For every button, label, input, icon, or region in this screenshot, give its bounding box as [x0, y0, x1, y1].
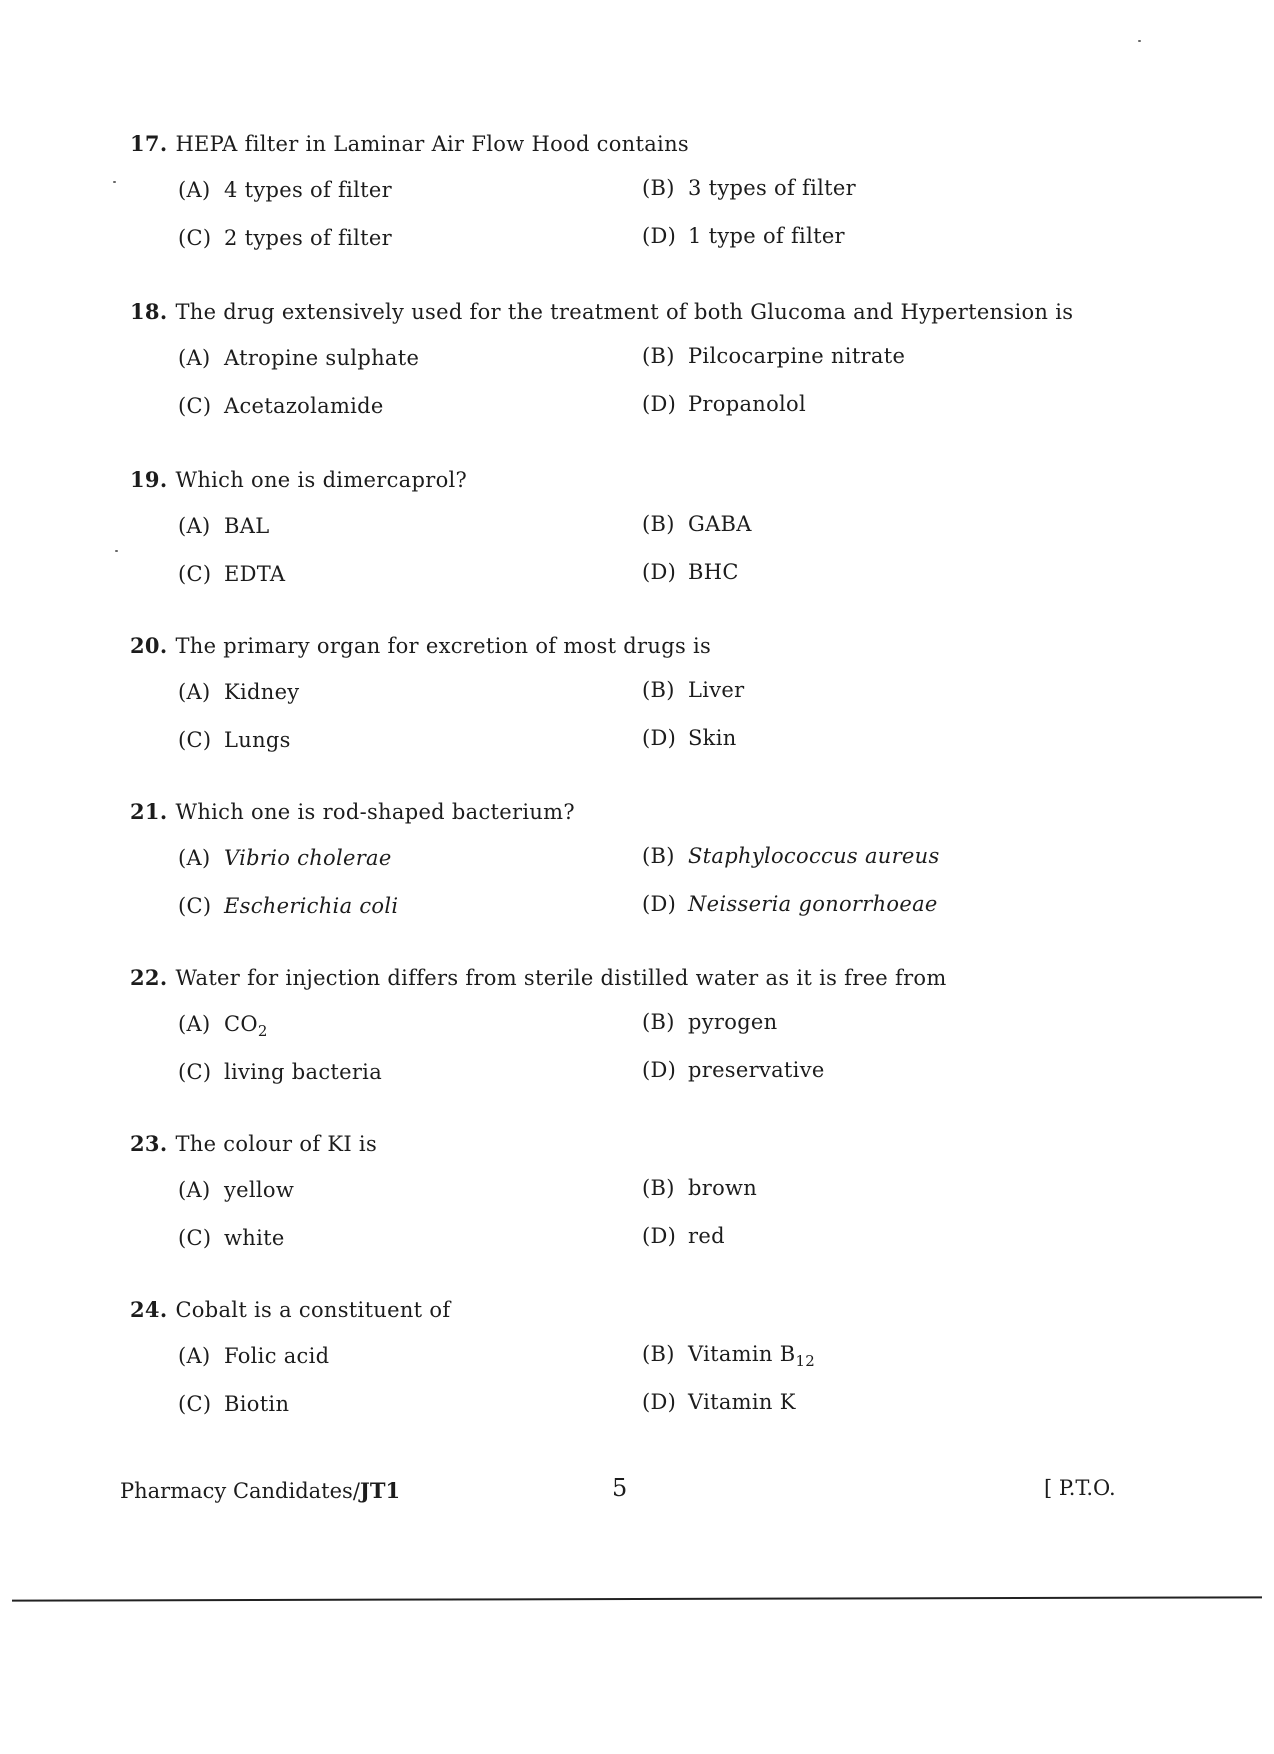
- option-label: (B): [642, 344, 675, 368]
- question-stem: [130, 1130, 1130, 1158]
- option-c: [178, 1058, 382, 1086]
- option-text: preservative: [688, 1058, 825, 1082]
- option-label: (A): [178, 1344, 211, 1368]
- option-d: [642, 890, 938, 918]
- option-label: (D): [642, 1390, 677, 1414]
- question-number: 24.: [130, 1297, 168, 1322]
- option-text: Atropine sulphate: [224, 346, 420, 370]
- question-stem: [130, 298, 1130, 326]
- subscript: 12: [795, 1352, 816, 1371]
- option-label: (C): [178, 226, 212, 250]
- option-text: yellow: [224, 1178, 295, 1202]
- option-label: (D): [642, 726, 677, 750]
- option-b: [642, 510, 752, 538]
- option-text: Escherichia coli: [224, 894, 399, 918]
- option-d: [642, 1056, 825, 1084]
- option-b: [642, 1340, 815, 1375]
- question-number: 22.: [130, 965, 168, 990]
- option-text: Propanolol: [688, 392, 807, 416]
- option-label: (A): [178, 680, 211, 704]
- option-grid: [130, 678, 1130, 774]
- option-label: (D): [642, 392, 677, 416]
- footer-code: JT1: [359, 1478, 401, 1503]
- option-label: (C): [178, 728, 212, 752]
- option-grid: [130, 1342, 1130, 1438]
- option-label: (A): [178, 178, 211, 202]
- option-label: (B): [642, 1176, 675, 1200]
- question-20: [130, 632, 1130, 774]
- question-21: [130, 798, 1130, 940]
- option-text: Folic acid: [224, 1344, 330, 1368]
- option-text: brown: [688, 1176, 758, 1200]
- option-label: (A): [178, 1178, 211, 1202]
- question-number: 19.: [130, 467, 168, 492]
- question-number: 20.: [130, 633, 168, 658]
- question-stem: [130, 632, 1130, 660]
- option-d: [642, 390, 806, 418]
- option-label: (C): [178, 894, 212, 918]
- option-c: [178, 1224, 285, 1252]
- option-label: (B): [642, 1010, 675, 1034]
- question-number: 21.: [130, 799, 168, 824]
- option-c: [178, 224, 392, 252]
- option-c: [178, 560, 285, 588]
- question-stem: [130, 964, 1130, 992]
- question-stem: [130, 130, 1130, 158]
- question-19: [130, 466, 1130, 608]
- option-label: (D): [642, 224, 677, 248]
- option-text: EDTA: [224, 562, 286, 586]
- option-c: [178, 392, 384, 420]
- option-d: [642, 1222, 725, 1250]
- option-c: [178, 726, 291, 754]
- scan-speck: [1138, 40, 1141, 42]
- question-text: Which one is dimercaprol?: [175, 468, 468, 492]
- option-a: [178, 678, 299, 706]
- question-text: The primary organ for excretion of most drugs is: [175, 634, 712, 658]
- question-stem: [130, 1296, 1130, 1324]
- option-text: Staphylococcus aureus: [688, 844, 940, 868]
- subscript: 2: [257, 1022, 268, 1041]
- scan-speck: [113, 181, 116, 183]
- option-d: [642, 558, 739, 586]
- option-text: Liver: [688, 678, 745, 702]
- option-a: [178, 844, 392, 872]
- question-number: 17.: [130, 131, 168, 156]
- option-a: [178, 1176, 294, 1204]
- question-23: [130, 1130, 1130, 1272]
- option-a: [178, 344, 419, 372]
- question-18: [130, 298, 1130, 440]
- option-label: (A): [178, 346, 211, 370]
- question-number: 23.: [130, 1131, 168, 1156]
- option-d: [642, 1388, 796, 1416]
- option-text: 1 type of filter: [688, 224, 845, 248]
- option-text: BAL: [224, 514, 270, 538]
- option-b: [642, 842, 940, 870]
- option-b: [642, 1174, 757, 1202]
- option-label: (D): [642, 1224, 677, 1248]
- question-text: The drug extensively used for the treatment of both Glucoma and Hypertension is: [175, 300, 1074, 324]
- option-grid: [130, 512, 1130, 608]
- option-text: GABA: [688, 512, 752, 536]
- option-b: [642, 174, 856, 202]
- option-label: (D): [642, 892, 677, 916]
- option-label: (B): [642, 176, 675, 200]
- option-label: (B): [642, 1342, 675, 1366]
- option-label: (C): [178, 394, 212, 418]
- option-a: [178, 512, 269, 540]
- question-stem: [130, 466, 1130, 494]
- question-text: Cobalt is a constituent of: [175, 1298, 451, 1322]
- option-d: [642, 222, 845, 250]
- question-text: Water for injection differs from sterile distilled water as it is free from: [175, 966, 947, 990]
- option-label: (B): [642, 678, 675, 702]
- option-text: living bacteria: [224, 1060, 383, 1084]
- option-label: (B): [642, 844, 675, 868]
- option-label: (A): [178, 846, 211, 870]
- option-label: (D): [642, 560, 677, 584]
- option-text: 2 types of filter: [224, 226, 392, 250]
- question-text: Which one is rod-shaped bacterium?: [175, 800, 575, 824]
- option-label: (B): [642, 512, 675, 536]
- option-text: white: [224, 1226, 285, 1250]
- option-grid: [130, 1176, 1130, 1272]
- option-c: [178, 1390, 289, 1418]
- option-c: [178, 892, 398, 920]
- option-a: [178, 1010, 268, 1045]
- option-label: (C): [178, 1392, 212, 1416]
- option-text: pyrogen: [688, 1010, 778, 1034]
- option-grid: [130, 844, 1130, 940]
- option-text: Lungs: [224, 728, 291, 752]
- page-number: 5: [612, 1474, 628, 1502]
- option-text: Kidney: [224, 680, 300, 704]
- option-label: (A): [178, 514, 211, 538]
- option-text: Vitamin B: [688, 1342, 796, 1366]
- option-label: (C): [178, 562, 212, 586]
- option-label: (C): [178, 1226, 212, 1250]
- question-text: HEPA filter in Laminar Air Flow Hood contains: [175, 132, 689, 156]
- question-text: The colour of KI is: [175, 1132, 378, 1156]
- option-text: Vibrio cholerae: [224, 846, 392, 870]
- option-grid: [130, 1010, 1130, 1106]
- option-text: 3 types of filter: [688, 176, 856, 200]
- option-label: (A): [178, 1012, 211, 1036]
- option-label: (C): [178, 1060, 212, 1084]
- question-number: 18.: [130, 299, 168, 324]
- question-17: [130, 130, 1130, 272]
- bottom-divider: [12, 1596, 1262, 1601]
- option-text: Vitamin K: [688, 1390, 796, 1414]
- option-text: BHC: [688, 560, 739, 584]
- option-label: (D): [642, 1058, 677, 1082]
- option-grid: [130, 176, 1130, 272]
- option-a: [178, 176, 392, 204]
- option-text: red: [688, 1224, 725, 1248]
- option-text: Neisseria gonorrhoeae: [688, 892, 938, 916]
- option-grid: [130, 344, 1130, 440]
- option-b: [642, 342, 905, 370]
- option-text: 4 types of filter: [224, 178, 392, 202]
- question-24: [130, 1296, 1130, 1438]
- question-22: [130, 964, 1130, 1106]
- scan-speck: [115, 550, 118, 552]
- option-text: Acetazolamide: [224, 394, 384, 418]
- pto-marker: [ P.T.O.: [1044, 1476, 1116, 1500]
- option-text: Skin: [688, 726, 737, 750]
- option-text: Biotin: [224, 1392, 290, 1416]
- option-b: [642, 676, 745, 704]
- option-a: [178, 1342, 329, 1370]
- option-d: [642, 724, 737, 752]
- option-text: CO: [224, 1012, 258, 1036]
- footer-paper-code: [120, 1478, 400, 1503]
- option-text: Pilcocarpine nitrate: [688, 344, 906, 368]
- footer-candidates-label: Pharmacy Candidates/: [120, 1479, 360, 1503]
- question-stem: [130, 798, 1130, 826]
- option-b: [642, 1008, 777, 1036]
